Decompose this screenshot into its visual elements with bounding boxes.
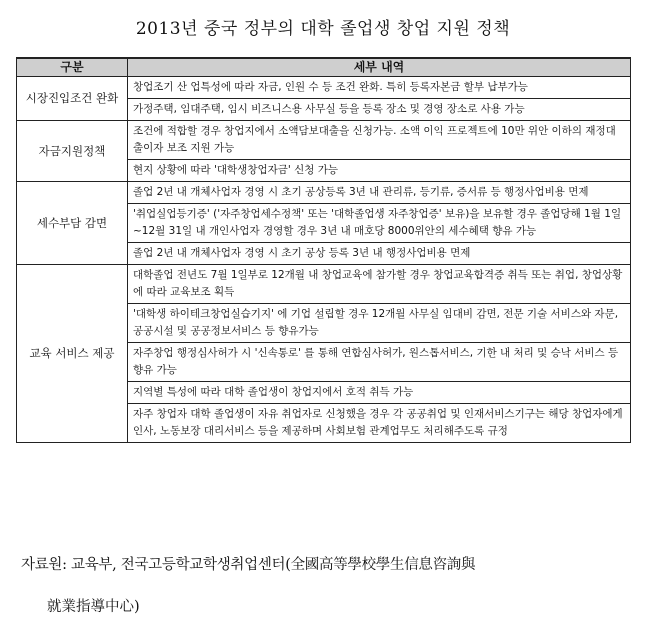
category-tax-relief: 세수부담 감면: [17, 182, 128, 265]
category-education: 교육 서비스 제공: [17, 265, 128, 443]
source-note-line2: 就業指導中心): [47, 599, 140, 615]
detail-cell: 조건에 적합할 경우 창업지에서 소액담보대출을 신청가능. 소액 이익 프로젝트에 10만 위안 이하의 재정대출이자 보조 지원 가능: [128, 121, 631, 160]
detail-cell: 대학졸업 전년도 7월 1일부로 12개월 내 창업교육에 참가할 경우 창업교육합격증 취득 또는 취업, 창업상황에 따라 교육보조 획득: [128, 265, 631, 304]
detail-cell: 현지 상황에 따라 '대학생창업자금' 신청 가능: [128, 160, 631, 182]
table-row: [17, 265, 631, 304]
table-row: [17, 77, 631, 99]
detail-cell: 졸업 2년 내 개체사업자 경영 시 초기 공상등록 3년 내 관리류, 등기류, 증서류 등 행정사업비용 면제: [128, 182, 631, 204]
header-detail: 세부 내역: [128, 58, 631, 77]
table-header-row: [17, 58, 631, 77]
detail-cell: '대학생 하이테크창업실습기지' 에 기업 설립할 경우 12개월 사무실 임대비 감면, 전문 기술 서비스와 자문, 공공시설 및 공공정보서비스 등 향유가능: [128, 304, 631, 343]
policy-table: [16, 57, 631, 443]
detail-cell: 가정주택, 임대주택, 임시 비즈니스용 사무실 등을 등록 장소 및 경영 장소로 사용 가능: [128, 99, 631, 121]
detail-cell: 자주창업 행정심사허가 시 '신속통로' 를 통해 연합심사허가, 원스톱서비스, 기한 내 처리 및 승낙 서비스 등 향유 가능: [128, 343, 631, 382]
category-market-entry: 시장진입조건 완화: [17, 77, 128, 121]
detail-cell: 창업조기 산 업특성에 따라 자금, 인원 수 등 조건 완화. 특히 등록자본금 할부 납부가능: [128, 77, 631, 99]
table-row: [17, 121, 631, 160]
detail-cell: '취업실업등기증' ('자주창업세수정책' 또는 '대학졸업생 자주창업증' 보유)을 보유할 경우 졸업당해 1월 1일~12월 31일 내 개인사업자 경영할 경우 3년 내 매호당 8000위안의 세수혜택 향유 가능: [128, 204, 631, 243]
document-title: 2013년 중국 정부의 대학 졸업생 창업 지원 정책: [135, 19, 511, 39]
category-funding: 자금지원정책: [17, 121, 128, 182]
detail-cell: 지역별 특성에 따라 대학 졸업생이 창업지에서 호적 취득 가능: [128, 382, 631, 404]
detail-cell: 자주 창업자 대학 졸업생이 자유 취업자로 신청했을 경우 각 공공취업 및 인재서비스기구는 해당 창업자에게 인사, 노동보장 대리서비스 등을 제공하며 사회보험 관계업무도 처리해주도록 규정: [128, 404, 631, 443]
header-category: 구분: [17, 58, 128, 77]
table-row: [17, 182, 631, 204]
detail-cell: 졸업 2년 내 개체사업자 경영 시 초기 공상 등록 3년 내 행정사업비용 면제: [128, 243, 631, 265]
source-note-line1: 자료원: 교육부, 전국고등학교학생취업센터(全國高等學校學生信息咨詢與: [21, 557, 476, 573]
